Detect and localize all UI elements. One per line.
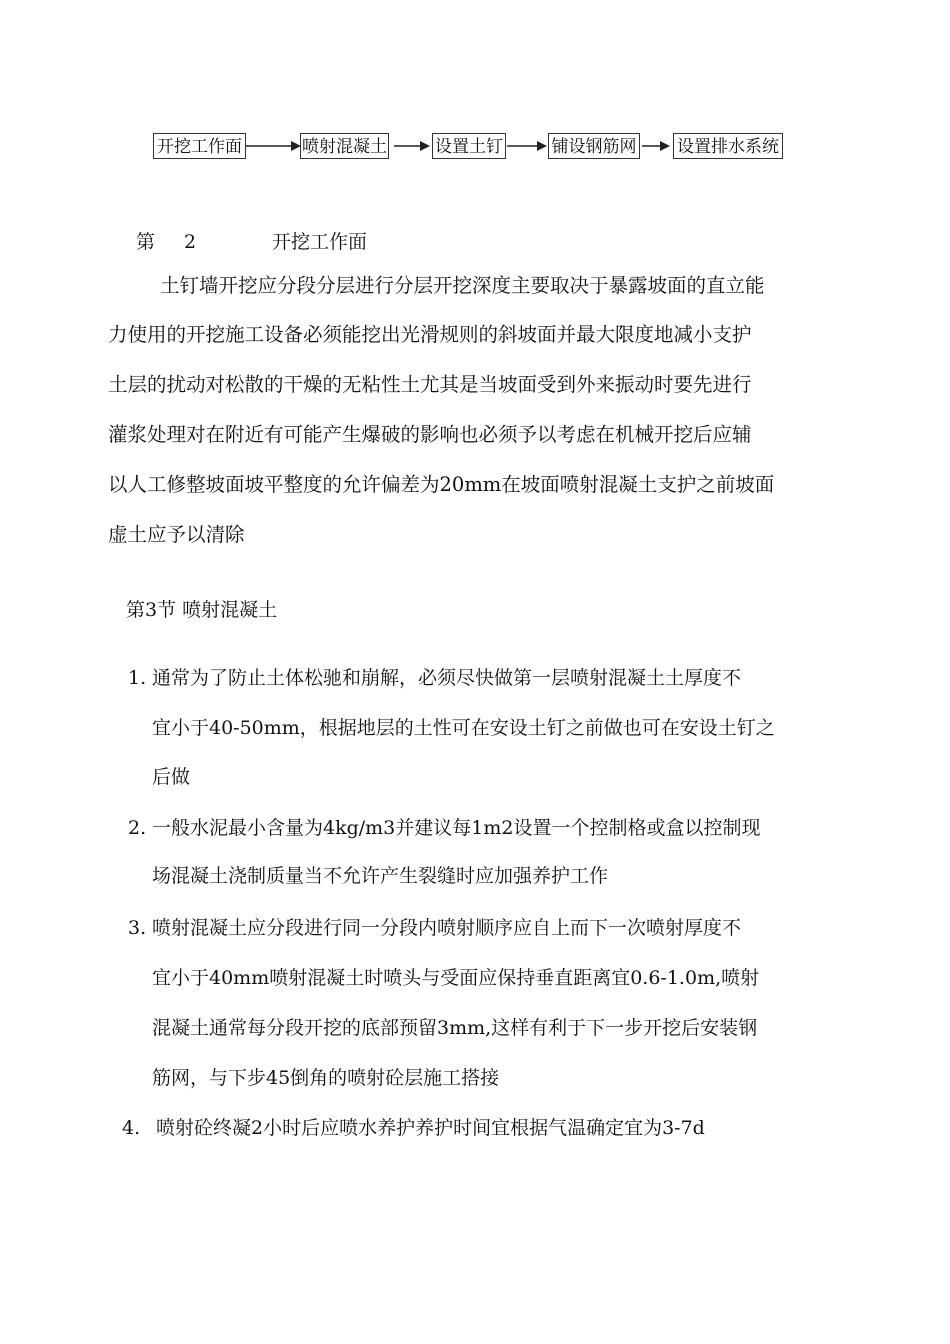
paragraph-line: 灌浆处理对在附近有可能产生爆破的影响也必须予以考虑在机械开挖后应辅	[108, 423, 752, 446]
flow-step-rebar-mesh: 铺设钢筋网	[548, 133, 640, 159]
list-line: 筋网，与下步45倒角的喷射砼层施工搭接	[152, 1067, 500, 1089]
list-number: 4.	[122, 1117, 141, 1139]
paragraph-line: 虚土应予以清除	[108, 523, 245, 546]
flow-step-drainage: 设置排水系统	[673, 133, 783, 159]
arrow-right-icon	[642, 137, 670, 155]
list-number: 3.	[128, 917, 147, 939]
paragraph-line: 土层的扰动对松散的干燥的无粘性土尤其是当坡面受到外来振动时要先进行	[108, 373, 752, 396]
section-number: 2	[184, 231, 197, 253]
paragraph-line: 以人工修整坡面坡平整度的允许偏差为20mm在坡面喷射混凝土支护之前坡面	[108, 473, 775, 496]
list-number: 1.	[128, 667, 147, 689]
list-line: 宜小于40mm喷射混凝土时喷头与受面应保持垂直距离宜0.6-1.0m,喷射	[152, 967, 760, 989]
flow-step-shotcrete: 喷射混凝土	[300, 133, 389, 159]
list-line: 通常为了防止土体松驰和崩解，必须尽快做第一层喷射混凝土土厚度不	[152, 667, 742, 689]
paragraph-line: 土钉墙开挖应分段分层进行分层开挖深度主要取决于暴露坡面的直立能	[160, 274, 765, 297]
list-line: 喷射砼终凝2小时后应喷水养护养护时间宜根据气温确定宜为3-7d	[156, 1117, 705, 1139]
list-line: 宜小于40-50mm，根据地层的土性可在安设土钉之前做也可在安设土钉之	[152, 717, 775, 739]
section-3-heading: 第3节 喷射混凝土	[126, 599, 278, 621]
arrow-right-icon	[507, 137, 547, 155]
list-line: 场混凝土浇制质量当不允许产生裂缝时应加强养护工作	[152, 865, 609, 887]
list-line: 后做	[152, 766, 191, 788]
list-line: 一般水泥最小含量为4kg/m3并建议每1m2设置一个控制格或盒以控制现	[152, 817, 761, 839]
flow-step-excavate: 开挖工作面	[153, 133, 246, 159]
arrow-right-icon	[246, 137, 301, 155]
section-label: 第	[136, 231, 156, 253]
list-number: 2.	[128, 817, 147, 839]
section-title: 开挖工作面	[272, 231, 368, 253]
list-line: 混凝土通常每分段开挖的底部预留3mm,这样有利于下一步开挖后安装钢	[152, 1017, 758, 1039]
arrow-right-icon	[394, 137, 430, 155]
list-line: 喷射混凝土应分段进行同一分段内喷射顺序应自上而下一次喷射厚度不	[152, 917, 742, 939]
paragraph-line: 力使用的开挖施工设备必须能挖出光滑规则的斜坡面并最大限度地减小支护	[108, 323, 752, 346]
flow-step-soil-nail: 设置土钉	[432, 133, 506, 159]
